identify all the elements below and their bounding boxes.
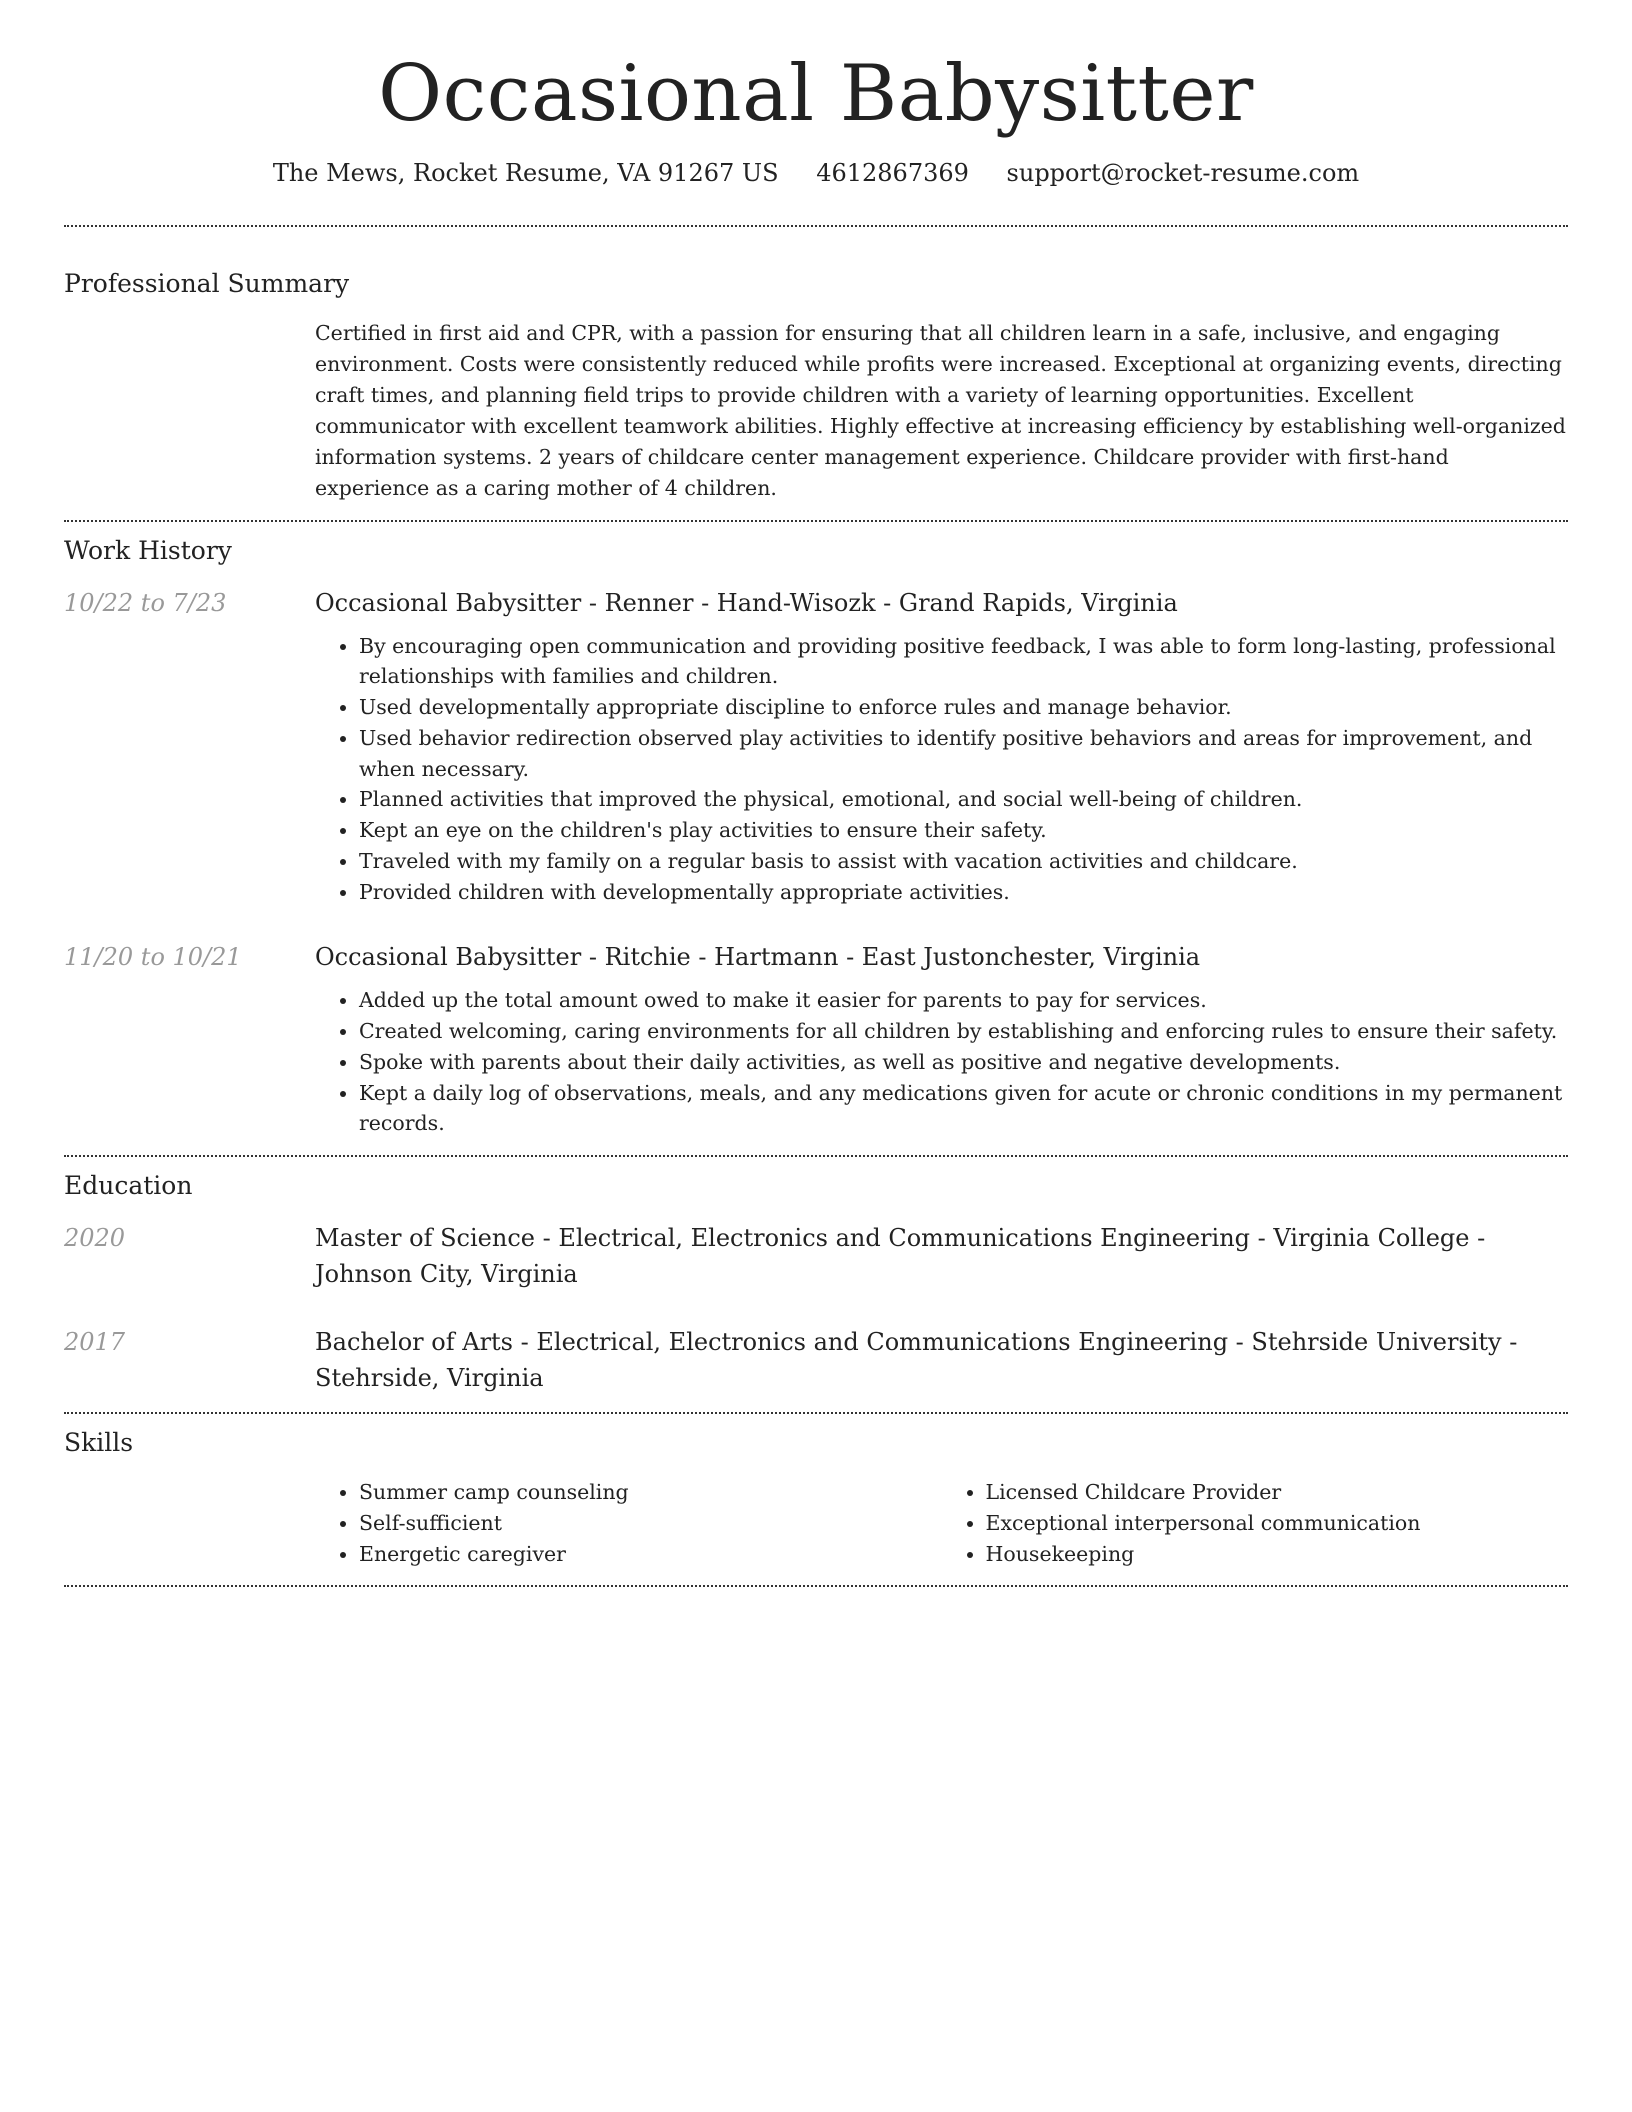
education-degree: Bachelor of Arts - Electrical, Electronics and Communications Engineering - Stehrside University - Stehrside, Virginia: [315, 1328, 1518, 1393]
skills-column-2: [942, 1477, 1569, 1569]
summary-text: Certified in first aid and CPR, with a passion for ensuring that all children learn in a safe, inclusive, and engaging environment. Costs were consistently reduced while profits were increased. Exceptional at organizing events, directing craft times, and planning field trips to provide children with a variety of learning opportunities. Excellent communicator with excellent teamwork abilities. Highly effective at increasing efficiency by establishing well-organized information systems. 2 years of childcare center management experience. Childcare provider with first-hand experience as a caring mother of 4 children.: [315, 320, 1566, 500]
job-bullet: • Traveled with my family on a regular basis to assist with vacation activities and childcare.: [359, 846, 1568, 877]
skill-item: • Self-sufficient: [359, 1508, 942, 1539]
resume-name: Occasional Babysitter: [378, 49, 1254, 139]
job-bullet: • Used developmentally appropriate discipline to enforce rules and manage behavior.: [359, 692, 1568, 723]
job-title: Occasional Babysitter - Ritchie - Hartmann - East Justonchester, Virginia: [315, 943, 1201, 972]
skills-row: [64, 1477, 1568, 1569]
job-bullet: • Provided children with developmentally appropriate activities.: [359, 877, 1568, 908]
job-bullet: • Spoke with parents about their daily activities, as well as positive and negative developments.: [359, 1047, 1568, 1078]
job-bullets: [315, 985, 1568, 1139]
skill-item: • Summer camp counseling: [359, 1477, 942, 1508]
section-title-summary: Professional Summary: [64, 268, 350, 298]
summary-row: [64, 318, 1568, 504]
education-entry: [64, 1324, 1568, 1396]
job-dates: 10/22 to 7/23: [64, 588, 227, 617]
contact-email: support@rocket-resume.com: [1006, 158, 1360, 187]
education-entry: [64, 1220, 1568, 1292]
job-bullet: • Kept an eye on the children's play activities to ensure their safety.: [359, 815, 1568, 846]
job-entry: [64, 939, 1568, 1139]
job-bullet: • Planned activities that improved the physical, emotional, and social well-being of children.: [359, 784, 1568, 815]
skill-item: • Energetic caregiver: [359, 1539, 942, 1570]
education-year: 2020: [64, 1224, 126, 1253]
education-section: [64, 1157, 1568, 1412]
skill-item: • Exceptional interpersonal communication: [986, 1508, 1569, 1539]
section-title-education: Education: [64, 1171, 193, 1201]
job-title: Occasional Babysitter - Renner - Hand-Wisozk - Grand Rapids, Virginia: [315, 588, 1178, 617]
job-bullet: • Added up the total amount owed to make it easier for parents to pay for services.: [359, 985, 1568, 1016]
section-title-skills: Skills: [64, 1428, 134, 1458]
job-bullet: • Used behavior redirection observed play activities to identify positive behaviors and areas for improvement, and when necessary.: [359, 723, 1568, 785]
skills-section: [64, 1414, 1568, 1585]
work-history-section: [64, 522, 1568, 1156]
job-entry: [64, 585, 1568, 908]
skills-column-1: [315, 1477, 942, 1569]
section-title-work: Work History: [64, 535, 232, 565]
contact-phone: 4612867369: [816, 158, 969, 187]
contact-address: The Mews, Rocket Resume, VA 91267 US: [272, 158, 779, 187]
education-year: 2017: [64, 1328, 126, 1357]
job-bullet: • Created welcoming, caring environments for all children by establishing and enforcing rules to ensure their safety.: [359, 1016, 1568, 1047]
job-bullet: • Kept a daily log of observations, meals, and any medications given for acute or chronic conditions in my permanent records.: [359, 1078, 1568, 1140]
job-bullets: [315, 631, 1568, 908]
skill-item: • Licensed Childcare Provider: [986, 1477, 1569, 1508]
skills-columns: [315, 1477, 1568, 1569]
education-degree: Master of Science - Electrical, Electronics and Communications Engineering - Virginia College - Johnson City, Virginia: [315, 1224, 1486, 1289]
resume-header: [64, 0, 1568, 189]
job-bullet: • By encouraging open communication and providing positive feedback, I was able to form long-lasting, professional relationships with families and children.: [359, 631, 1568, 693]
job-dates: 11/20 to 10/21: [64, 943, 242, 972]
skill-item: • Housekeeping: [986, 1539, 1569, 1570]
section-divider: [64, 1585, 1568, 1587]
summary-section: [64, 227, 1568, 520]
contact-line: [64, 158, 1568, 189]
